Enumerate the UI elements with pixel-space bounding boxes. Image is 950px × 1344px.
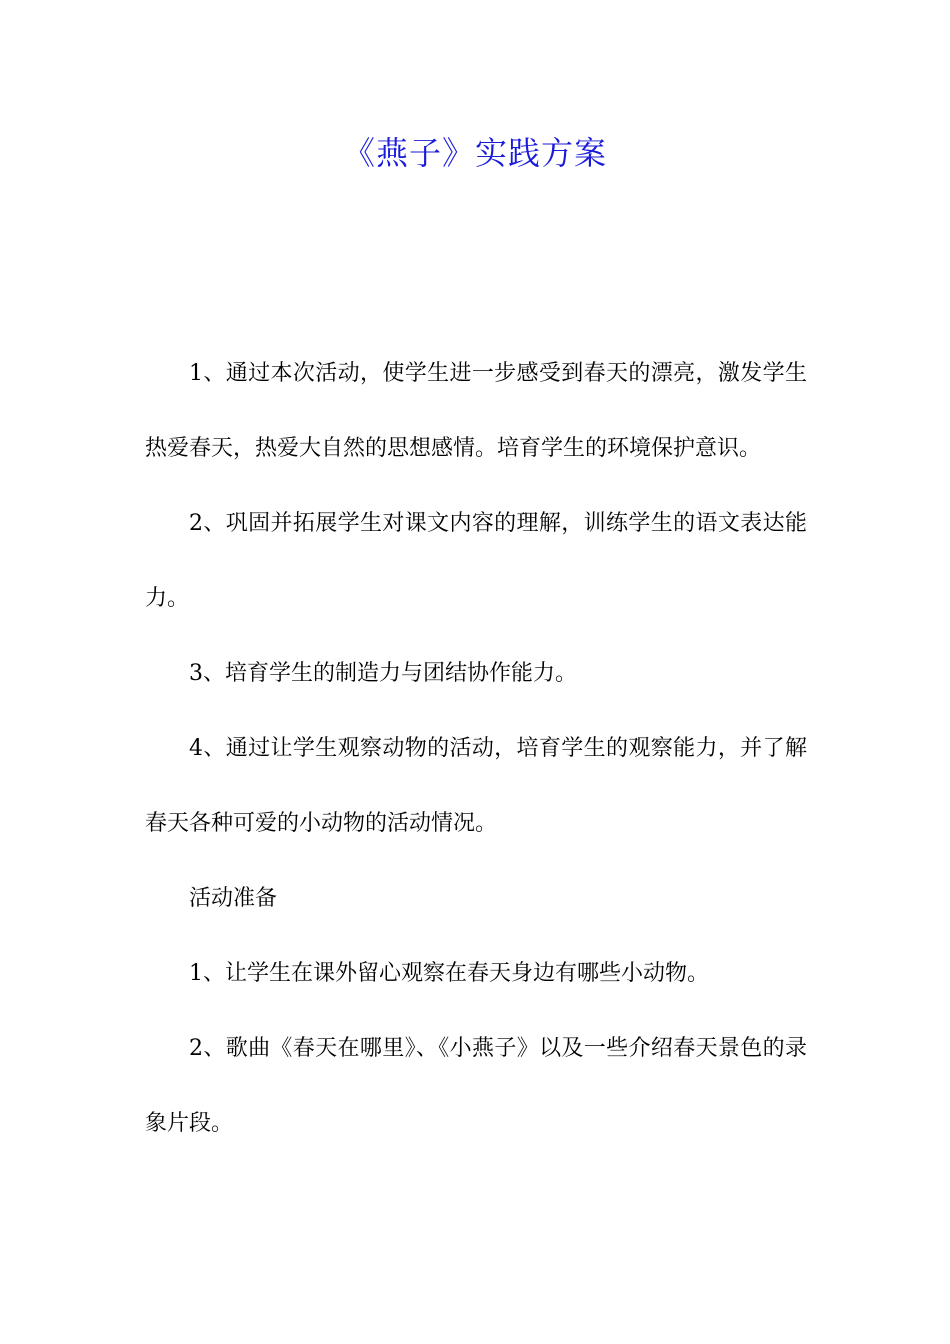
paragraph-goal-1: 1、通过本次活动，使学生进一步感受到春天的漂亮，激发学生热爱春天，热爱大自然的思想感情。培育学生的环境保护意识。 xyxy=(145,361,807,461)
document-body xyxy=(145,336,807,1161)
paragraph-preparation-2: 2、歌曲《春天在哪里》、《小燕子》以及一些介绍春天景色的录象片段。 xyxy=(145,1036,807,1136)
section-heading-preparation: 活动准备 xyxy=(189,886,278,911)
document-title: 《燕子》实践方案 xyxy=(342,134,607,172)
paragraph-goal-4: 4、通过让学生观察动物的活动，培育学生的观察能力，并了解春天各种可爱的小动物的活动情况。 xyxy=(145,736,807,836)
paragraph-preparation-1: 1、让学生在课外留心观察在春天身边有哪些小动物。 xyxy=(189,961,709,986)
paragraph-goal-2: 2、巩固并拓展学生对课文内容的理解，训练学生的语文表达能力。 xyxy=(145,511,807,611)
paragraph-goal-3: 3、培育学生的制造力与团结协作能力。 xyxy=(189,661,577,686)
